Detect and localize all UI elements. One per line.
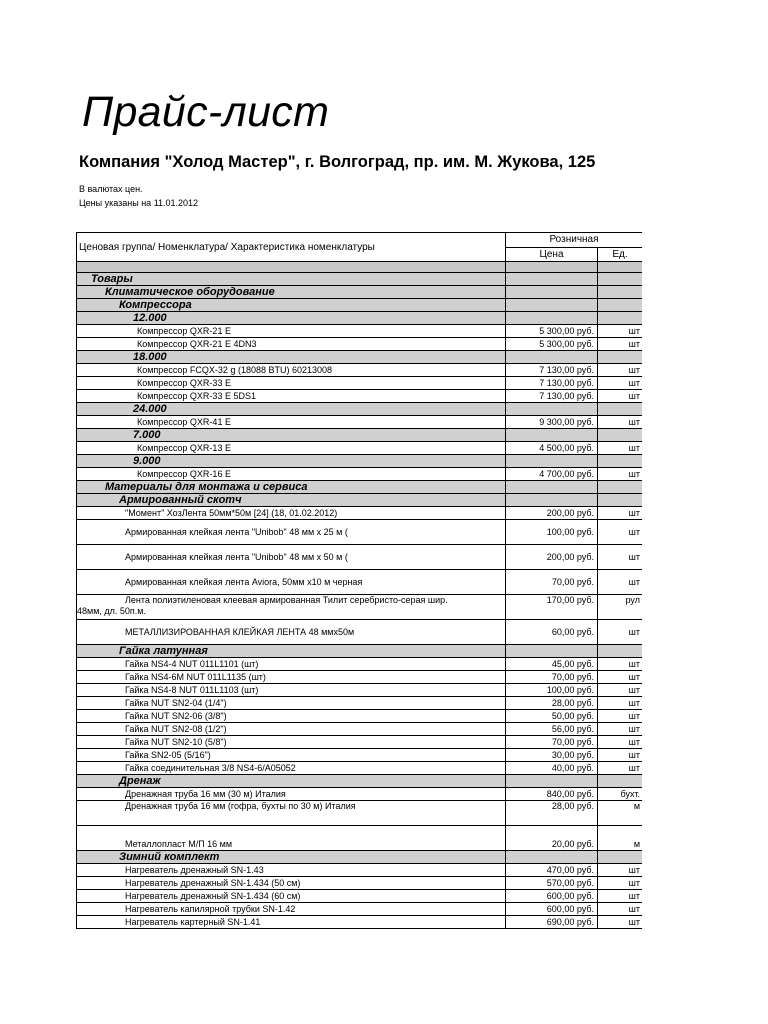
item-price: 50,00 руб. (506, 710, 598, 723)
item-price: 5 300,00 руб. (506, 338, 598, 351)
group-label: 12.000 (77, 312, 506, 325)
item-name: Армированная клейкая лента Aviora, 50мм х10 м черная (77, 570, 506, 595)
item-name: Нагреватель картерный SN-1.41 (77, 916, 506, 929)
table-row (77, 507, 643, 520)
table-row (77, 416, 643, 429)
group-row (77, 429, 643, 442)
table-row (77, 762, 643, 775)
group-row (77, 494, 643, 507)
price-date-note: Цены указаны на 11.01.2012 (79, 198, 199, 208)
item-name: Компрессор QXR-33 E (77, 377, 506, 390)
table-row (77, 788, 643, 801)
item-name: Компрессор QXR-21 E (77, 325, 506, 338)
item-price: 100,00 руб. (506, 520, 598, 545)
group-unit-cell (598, 775, 643, 788)
group-unit-cell (598, 645, 643, 658)
item-name: Нагреватель капилярной трубки SN-1.42 (77, 903, 506, 916)
item-unit: шт (598, 620, 643, 645)
table-row (77, 749, 643, 762)
group-unit-cell (598, 273, 643, 286)
group-unit-cell (598, 312, 643, 325)
item-name: Гайка NS4-4 NUT 011L1101 (шт) (77, 658, 506, 671)
item-unit: шт (598, 916, 643, 929)
item-unit: шт (598, 468, 643, 481)
item-unit: шт (598, 442, 643, 455)
group-label: Климатическое оборудование (77, 286, 506, 299)
group-row (77, 351, 643, 364)
table-row (77, 620, 643, 645)
item-unit: рул (598, 595, 643, 620)
item-unit: шт (598, 658, 643, 671)
group-row (77, 455, 643, 468)
table-row (77, 325, 643, 338)
item-unit: шт (598, 671, 643, 684)
table-row (77, 684, 643, 697)
price-table-body (77, 233, 643, 929)
header-unit: Ед. (598, 247, 643, 262)
group-price-cell (506, 286, 598, 299)
group-label: 24.000 (77, 403, 506, 416)
item-name: Нагреватель дренажный SN-1.434 (50 см) (77, 877, 506, 890)
table-row (77, 671, 643, 684)
item-unit: шт (598, 890, 643, 903)
item-unit: шт (598, 570, 643, 595)
spacer-row (77, 262, 643, 273)
group-row (77, 286, 643, 299)
item-price: 28,00 руб. (506, 697, 598, 710)
item-unit: шт (598, 877, 643, 890)
group-row (77, 481, 643, 494)
item-unit: шт (598, 697, 643, 710)
item-name: Гайка NS4-6M NUT 011L1135 (шт) (77, 671, 506, 684)
item-unit: шт (598, 364, 643, 377)
group-unit-cell (598, 494, 643, 507)
price-table-wrapper (76, 232, 642, 929)
item-price: 7 130,00 руб. (506, 364, 598, 377)
table-row (77, 826, 643, 851)
table-row (77, 377, 643, 390)
group-label: 9.000 (77, 455, 506, 468)
item-price: 20,00 руб. (506, 826, 598, 851)
item-price: 4 500,00 руб. (506, 442, 598, 455)
item-unit: шт (598, 390, 643, 403)
item-price: 9 300,00 руб. (506, 416, 598, 429)
item-price: 70,00 руб. (506, 570, 598, 595)
item-price: 200,00 руб. (506, 545, 598, 570)
table-row (77, 697, 643, 710)
group-row (77, 312, 643, 325)
item-unit: шт (598, 416, 643, 429)
group-unit-cell (598, 403, 643, 416)
item-name: Гайка NUT SN2-06 (3/8") (77, 710, 506, 723)
document-title: Прайс-лист (82, 88, 330, 136)
item-unit: шт (598, 864, 643, 877)
item-name: Гайка SN2-05 (5/16") (77, 749, 506, 762)
group-price-cell (506, 455, 598, 468)
item-unit: шт (598, 762, 643, 775)
item-price: 70,00 руб. (506, 671, 598, 684)
group-label: Дренаж (77, 775, 506, 788)
table-row (77, 338, 643, 351)
header-nomenclature: Ценовая группа/ Номенклатура/ Характеристика номенклатуры (77, 233, 506, 262)
item-price: 7 130,00 руб. (506, 390, 598, 403)
item-unit: шт (598, 749, 643, 762)
table-row (77, 442, 643, 455)
item-price: 70,00 руб. (506, 736, 598, 749)
item-price: 600,00 руб. (506, 903, 598, 916)
item-unit: шт (598, 520, 643, 545)
group-row (77, 273, 643, 286)
item-unit: м (598, 826, 643, 851)
group-row (77, 299, 643, 312)
currency-note: В валютах цен. (79, 184, 143, 194)
group-unit-cell (598, 851, 643, 864)
company-heading: Компания "Холод Мастер", г. Волгоград, пр. им. М. Жукова, 125 (79, 153, 596, 171)
item-name: Компрессор QXR-13 E (77, 442, 506, 455)
price-table (76, 232, 642, 929)
group-price-cell (506, 299, 598, 312)
group-row (77, 775, 643, 788)
group-price-cell (506, 494, 598, 507)
item-name: Компрессор QXR-33 E 5DS1 (77, 390, 506, 403)
group-price-cell (506, 273, 598, 286)
item-name: Компрессор QXR-16 E (77, 468, 506, 481)
item-price: 690,00 руб. (506, 916, 598, 929)
group-label: 18.000 (77, 351, 506, 364)
item-price: 100,00 руб. (506, 684, 598, 697)
table-row (77, 468, 643, 481)
table-row (77, 723, 643, 736)
spacer-cell (77, 262, 506, 273)
item-price: 200,00 руб. (506, 507, 598, 520)
group-label: Материалы для монтажа и сервиса (77, 481, 506, 494)
item-unit: шт (598, 736, 643, 749)
item-name: Гайка NUT SN2-08 (1/2") (77, 723, 506, 736)
header-price: Цена (506, 247, 598, 262)
item-price: 28,00 руб. (506, 801, 598, 826)
group-price-cell (506, 775, 598, 788)
item-name: МЕТАЛЛИЗИРОВАННАЯ КЛЕЙКАЯ ЛЕНТА 48 ммх50м (77, 620, 506, 645)
table-row (77, 520, 643, 545)
table-row (77, 364, 643, 377)
item-price: 60,00 руб. (506, 620, 598, 645)
item-unit: шт (598, 377, 643, 390)
group-price-cell (506, 429, 598, 442)
item-unit: шт (598, 903, 643, 916)
table-row (77, 710, 643, 723)
item-price: 4 700,00 руб. (506, 468, 598, 481)
table-row (77, 595, 643, 620)
item-price: 7 130,00 руб. (506, 377, 598, 390)
item-name-line-2: 48мм, дл. 50п.м. (77, 606, 146, 616)
group-unit-cell (598, 351, 643, 364)
item-name: Компрессор FCQX-32 g (18088 BTU) 60213008 (77, 364, 506, 377)
group-unit-cell (598, 286, 643, 299)
item-name: Компрессор QXR-21 E 4DN3 (77, 338, 506, 351)
table-row (77, 864, 643, 877)
table-row (77, 390, 643, 403)
item-price: 600,00 руб. (506, 890, 598, 903)
group-unit-cell (598, 429, 643, 442)
item-unit: м (598, 801, 643, 826)
item-price: 40,00 руб. (506, 762, 598, 775)
group-row (77, 645, 643, 658)
item-name: Дренажная труба 16 мм (гофра, бухты по 30 м) Италия (77, 801, 506, 826)
item-name: Армированная клейкая лента "Unibob" 48 мм х 50 м ( (77, 545, 506, 570)
item-price: 56,00 руб. (506, 723, 598, 736)
group-label: 7.000 (77, 429, 506, 442)
group-price-cell (506, 403, 598, 416)
item-name: "Момент" ХозЛента 50мм*50м [24] (18, 01.02.2012) (77, 507, 506, 520)
group-price-cell (506, 351, 598, 364)
spacer-cell (598, 262, 643, 273)
table-header-row-1 (77, 233, 643, 248)
group-label: Зимний комплект (77, 851, 506, 864)
spacer-cell (506, 262, 598, 273)
table-row (77, 877, 643, 890)
group-label: Товары (77, 273, 506, 286)
item-unit: шт (598, 338, 643, 351)
item-name: Дренажная труба 16 мм (30 м) Италия (77, 788, 506, 801)
item-price: 840,00 руб. (506, 788, 598, 801)
item-name: Гайка соединительная 3/8 NS4-6/A05052 (77, 762, 506, 775)
item-price: 5 300,00 руб. (506, 325, 598, 338)
table-row (77, 903, 643, 916)
item-price: 170,00 руб. (506, 595, 598, 620)
group-label: Компрессора (77, 299, 506, 312)
group-price-cell (506, 481, 598, 494)
group-label: Армированный скотч (77, 494, 506, 507)
table-row (77, 570, 643, 595)
group-row (77, 403, 643, 416)
item-name: Компрессор QXR-41 E (77, 416, 506, 429)
table-row (77, 658, 643, 671)
item-name: Гайка NUT SN2-04 (1/4") (77, 697, 506, 710)
table-row (77, 801, 643, 826)
item-name: Нагреватель дренажный SN-1.434 (60 см) (77, 890, 506, 903)
item-unit: бухт. (598, 788, 643, 801)
table-row (77, 545, 643, 570)
header-retail: Розничная (506, 233, 643, 248)
item-unit: шт (598, 507, 643, 520)
group-row (77, 851, 643, 864)
table-row (77, 736, 643, 749)
item-name: Гайка NS4-8 NUT 011L1103 (шт) (77, 684, 506, 697)
item-unit: шт (598, 710, 643, 723)
item-name: Армированная клейкая лента "Unibob" 48 мм х 25 м ( (77, 520, 506, 545)
group-unit-cell (598, 299, 643, 312)
table-row (77, 916, 643, 929)
group-label: Гайка латунная (77, 645, 506, 658)
item-unit: шт (598, 325, 643, 338)
table-row (77, 890, 643, 903)
item-name: Металлопласт М/П 16 мм (77, 826, 506, 851)
group-price-cell (506, 851, 598, 864)
group-price-cell (506, 312, 598, 325)
item-name: Нагреватель дренажный SN-1.43 (77, 864, 506, 877)
group-unit-cell (598, 481, 643, 494)
group-price-cell (506, 645, 598, 658)
item-unit: шт (598, 545, 643, 570)
group-unit-cell (598, 455, 643, 468)
item-name (77, 595, 506, 620)
item-price: 30,00 руб. (506, 749, 598, 762)
item-price: 470,00 руб. (506, 864, 598, 877)
item-price: 45,00 руб. (506, 658, 598, 671)
item-unit: шт (598, 684, 643, 697)
item-price: 570,00 руб. (506, 877, 598, 890)
item-unit: шт (598, 723, 643, 736)
item-name: Гайка NUT SN2-10 (5/8") (77, 736, 506, 749)
item-name-line-1: Лента полиэтиленовая клеевая армированная Тилит серебристо-серая шир. (125, 595, 448, 605)
